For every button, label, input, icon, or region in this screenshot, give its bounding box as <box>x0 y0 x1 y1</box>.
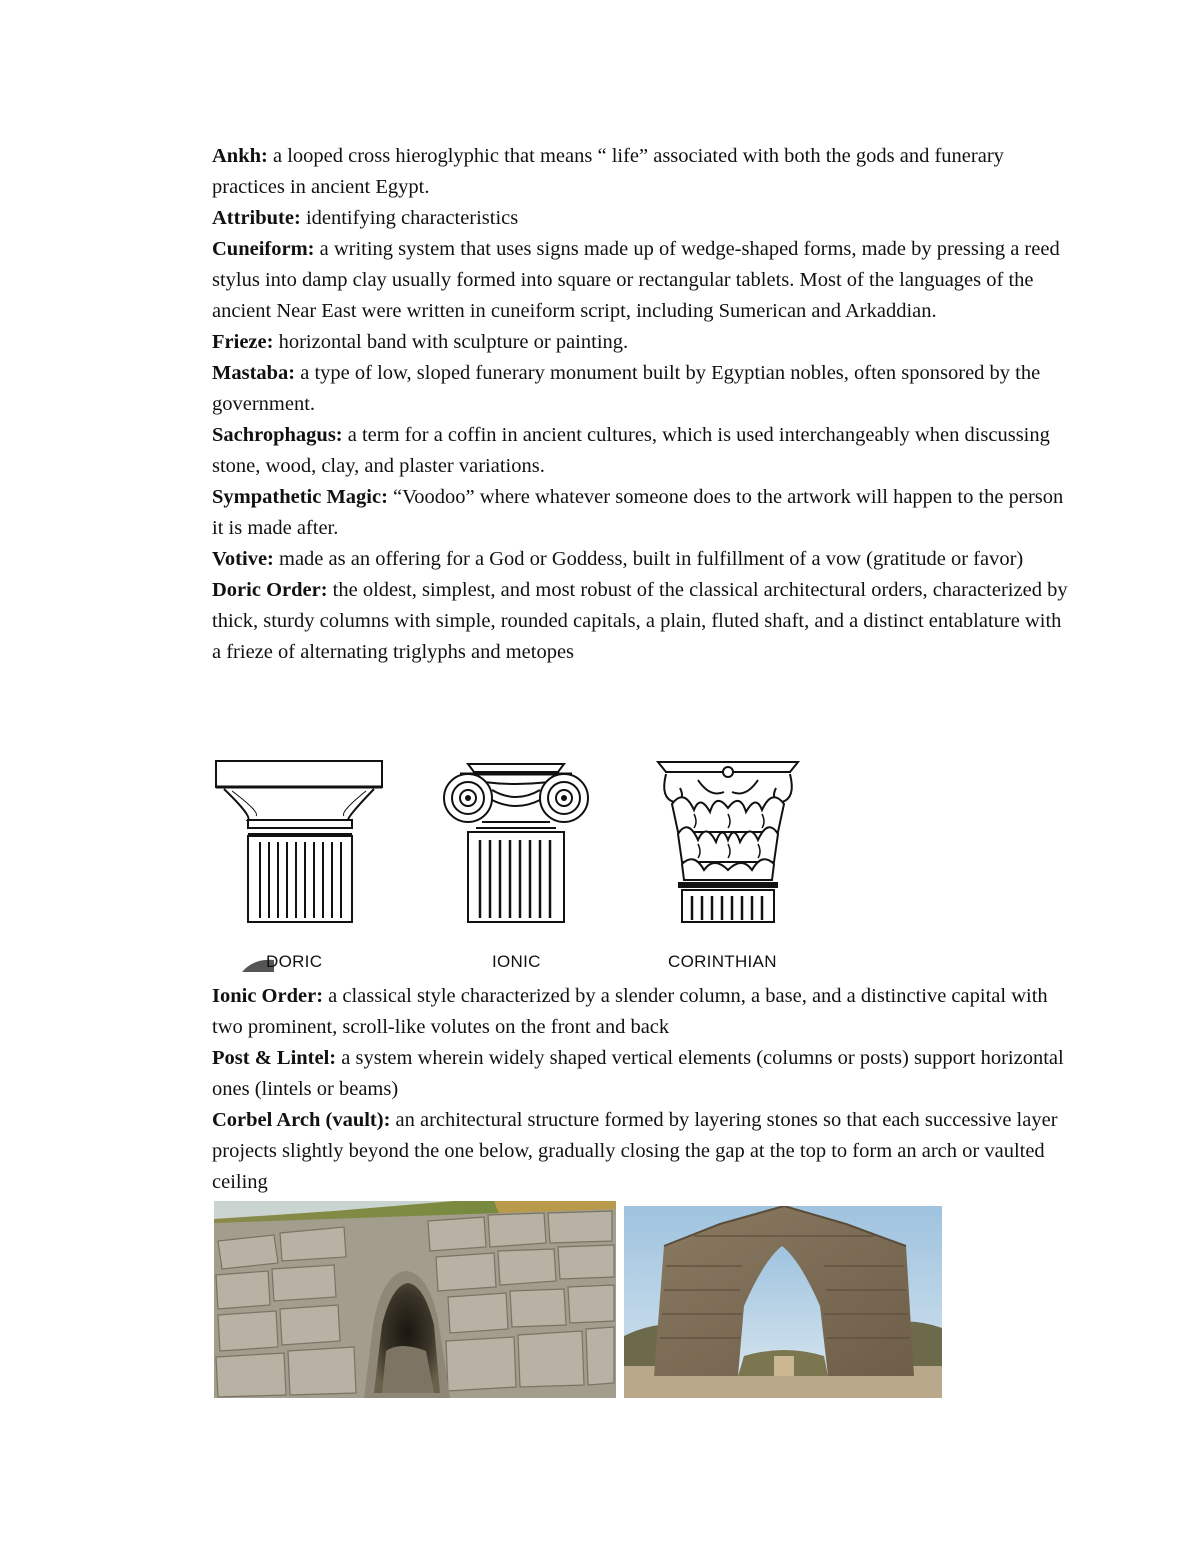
glossary-entry <box>212 575 1072 668</box>
glossary-term: Cuneiform: <box>212 238 315 260</box>
glossary-definition: “Voodoo” where whatever someone does to the artwork will happen to the person it is made after. <box>212 486 1064 539</box>
glossary-section-2 <box>212 981 1072 1198</box>
glossary-entry <box>212 234 1072 327</box>
glossary-definition: a term for a coffin in ancient cultures, which is used interchangeably when discussing stone, wood, clay, and plaster variations. <box>212 424 1050 477</box>
glossary-term: Corbel Arch (vault): <box>212 1109 391 1131</box>
corinthian-capital-illustration <box>654 758 802 924</box>
glossary-entry <box>212 203 1072 234</box>
glossary-entry <box>212 1043 1072 1105</box>
glossary-definition: a writing system that uses signs made up of wedge-shaped forms, made by pressing a reed stylus into damp clay usually formed into square or rectangular tablets. Most of the languages of the ancient Near East were written in cuneiform script, including Sumerican and Arkaddian. <box>212 238 1060 322</box>
glossary-term: Votive: <box>212 548 274 570</box>
glossary-entry <box>212 358 1072 420</box>
glossary-definition: a classical style characterized by a slender column, a base, and a distinctive capital with two prominent, scroll-like volutes on the front and back <box>212 985 1048 1038</box>
glossary-entry <box>212 482 1072 544</box>
glossary-section-1 <box>212 141 1072 668</box>
glossary-definition: the oldest, simplest, and most robust of the classical architectural orders, characterized by thick, sturdy columns with simple, rounded capitals, a plain, fluted shaft, and a distinct entablature with a frieze of alternating triglyphs and metopes <box>212 579 1068 663</box>
doric-capital-illustration <box>212 758 388 924</box>
corbel-arch-mayan-photo <box>624 1206 942 1398</box>
glossary-term: Mastaba: <box>212 362 296 384</box>
glossary-definition: a looped cross hieroglyphic that means “ life” associated with both the gods and funerary practices in ancient Egypt. <box>212 145 1004 198</box>
glossary-definition: made as an offering for a God or Goddess, built in fulfillment of a vow (gratitude or favor) <box>273 548 1024 570</box>
glossary-term: Ionic Order: <box>212 985 324 1007</box>
glossary-definition: identifying characteristics <box>300 207 519 229</box>
glossary-term: Doric Order: <box>212 579 328 601</box>
glossary-entry <box>212 327 1072 358</box>
ionic-capital-illustration <box>440 760 592 924</box>
glossary-definition: a type of low, sloped funerary monument built by Egyptian nobles, often sponsored by the government. <box>212 362 1041 415</box>
doric-label: DORIC <box>266 952 323 971</box>
glossary-entry <box>212 141 1072 203</box>
corinthian-label: CORINTHIAN <box>668 952 777 971</box>
corbel-arch-stone-wall-photo <box>214 1201 616 1398</box>
glossary-term: Frieze: <box>212 331 274 353</box>
ionic-label: IONIC <box>492 952 541 971</box>
glossary-entry <box>212 420 1072 482</box>
glossary-definition: a system wherein widely shaped vertical elements (columns or posts) support horizontal ones (lintels or beams) <box>212 1047 1064 1100</box>
glossary-term: Sachrophagus: <box>212 424 343 446</box>
glossary-entry <box>212 1105 1072 1198</box>
glossary-entry <box>212 981 1072 1043</box>
glossary-entry <box>212 544 1072 575</box>
glossary-definition: an architectural structure formed by layering stones so that each successive layer projects slightly beyond the one below, gradually closing the gap at the top to form an arch or vaulted ceiling <box>212 1109 1058 1193</box>
glossary-term: Post & Lintel: <box>212 1047 337 1069</box>
glossary-term: Sympathetic Magic: <box>212 486 388 508</box>
glossary-term: Ankh: <box>212 145 268 167</box>
glossary-definition: horizontal band with sculpture or painting. <box>273 331 629 353</box>
glossary-term: Attribute: <box>212 207 301 229</box>
